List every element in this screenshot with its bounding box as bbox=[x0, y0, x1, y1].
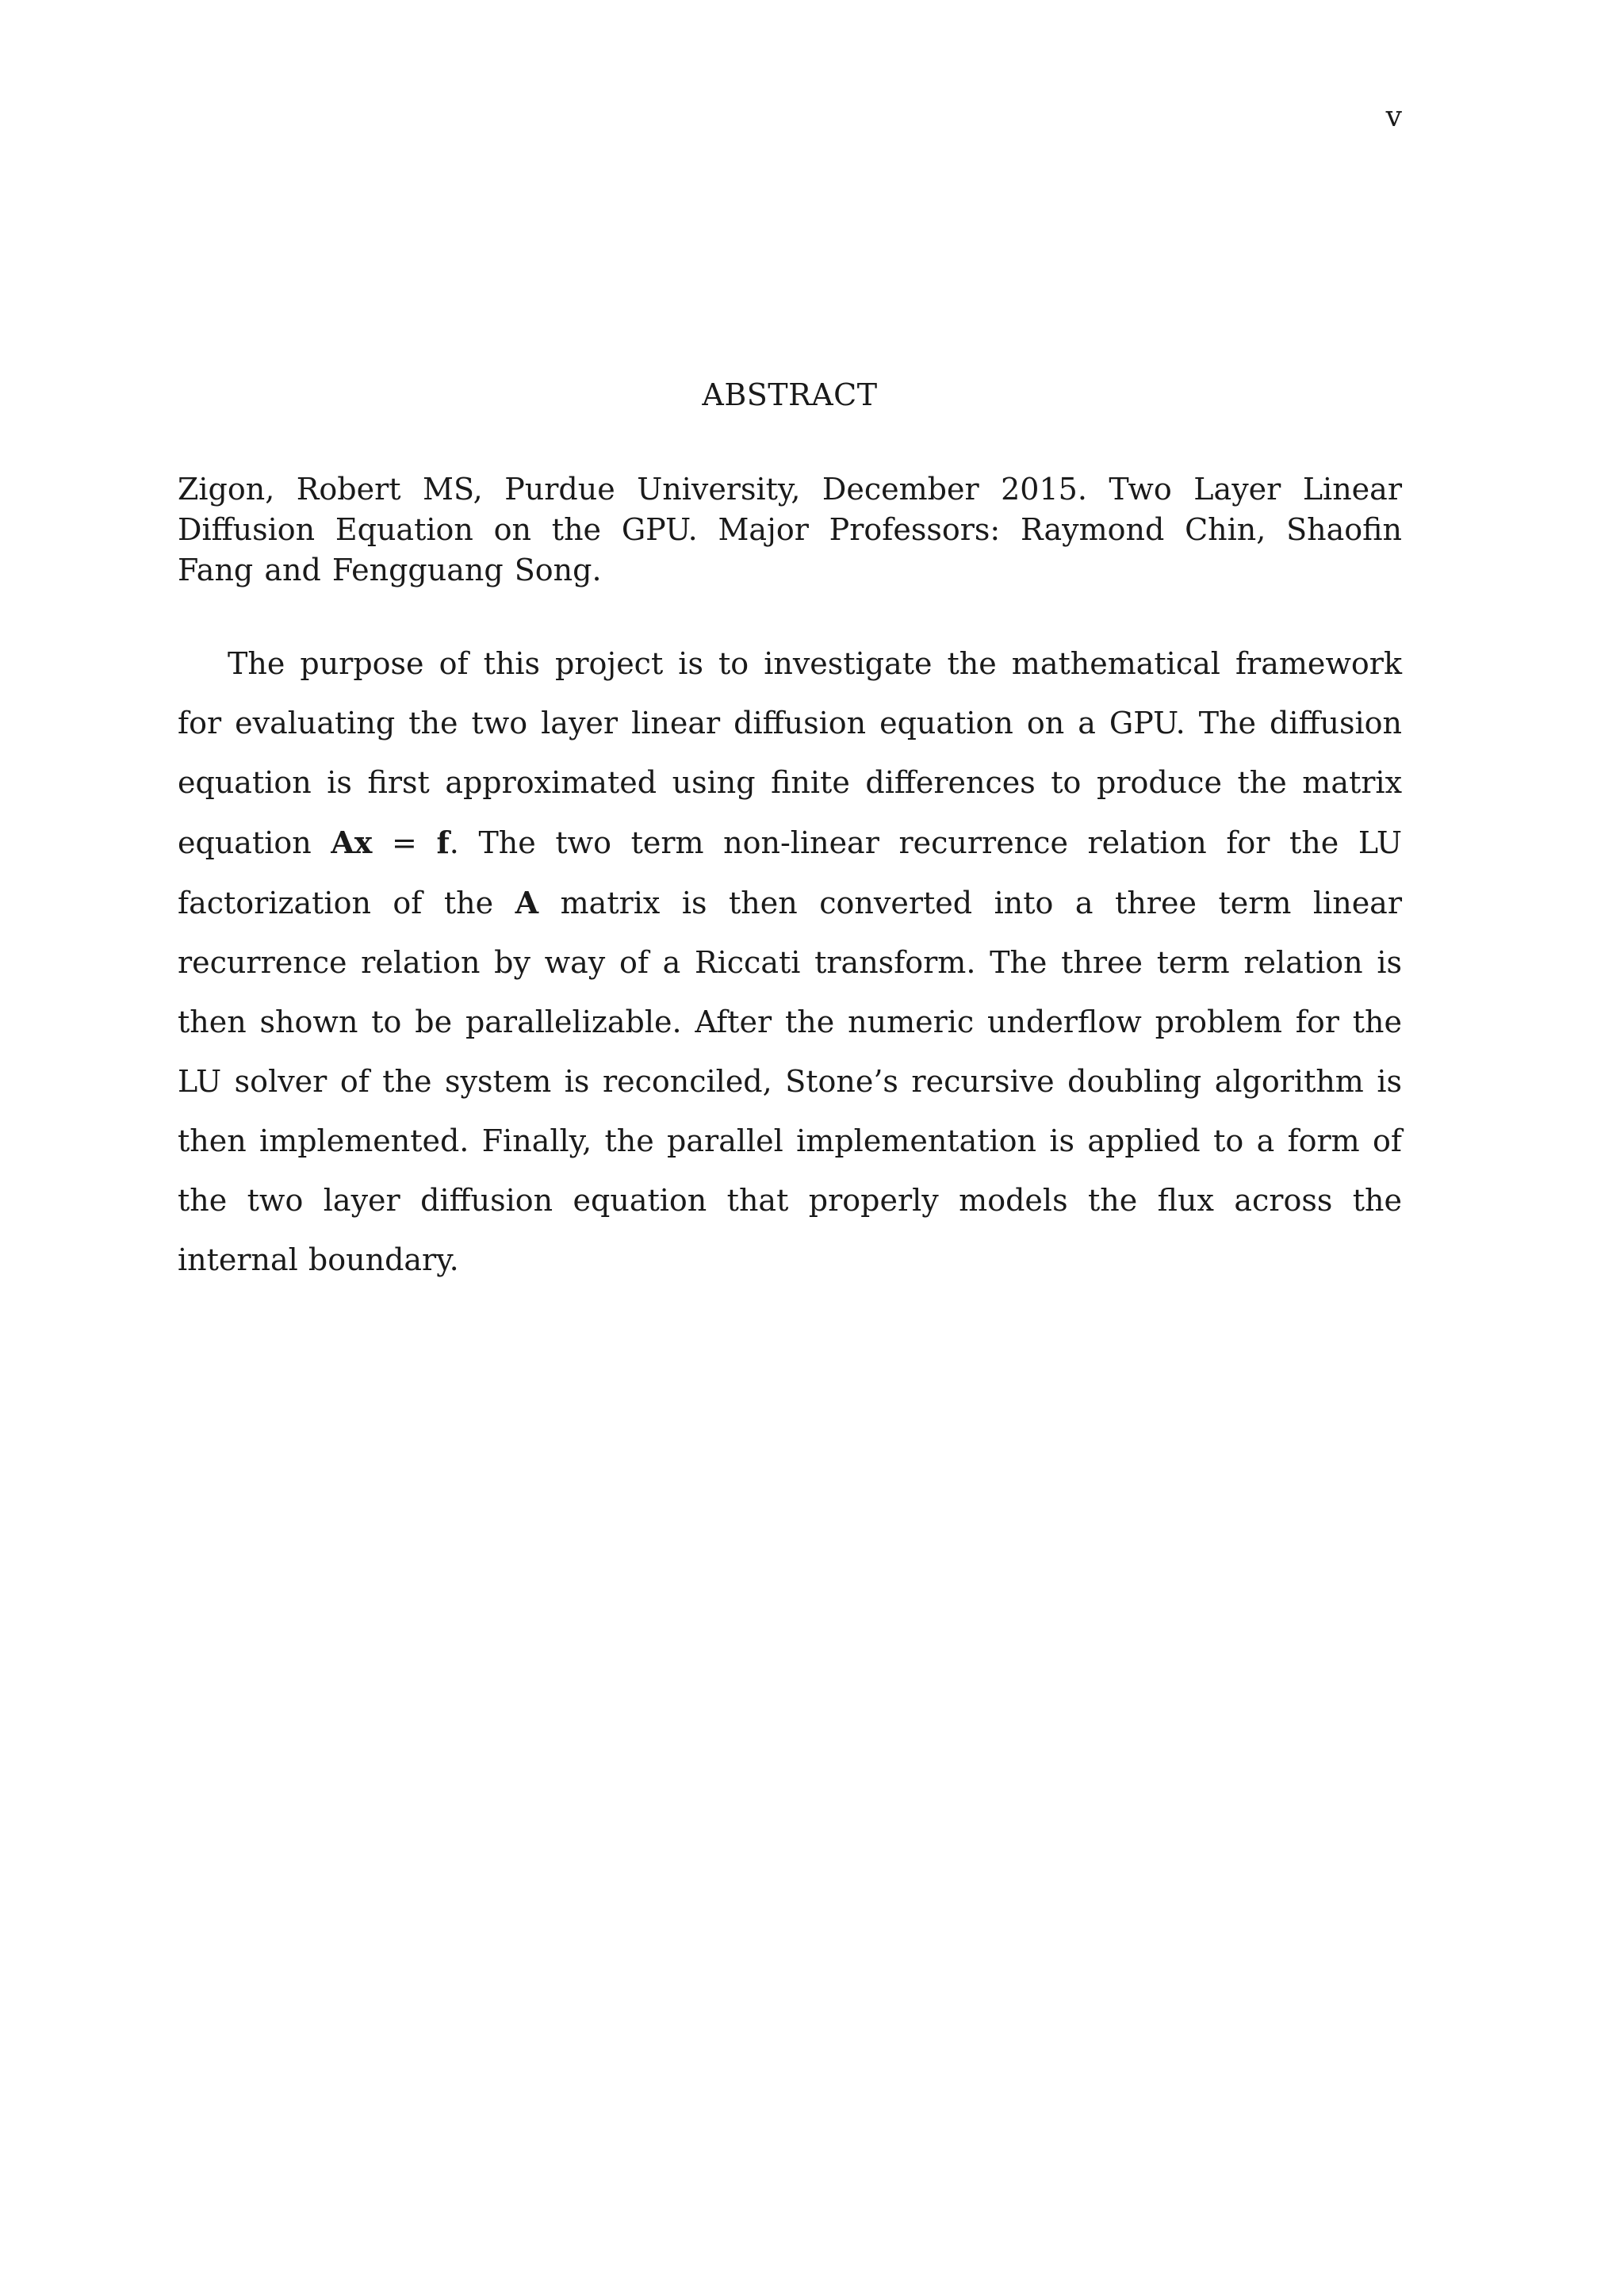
abstract-heading: ABSTRACT bbox=[702, 377, 878, 412]
equation-operator: = bbox=[372, 825, 437, 860]
abstract-body bbox=[178, 634, 1402, 1290]
equation-lhs: Ax bbox=[331, 825, 373, 860]
body-text-part1: The purpose of this project is to investigate the mathematical framework for evaluating the two layer linear diffusion equation on a GPU. The diffusion equation is first approximated using finite differences to produce the matrix equation bbox=[178, 646, 1402, 860]
body-text-part2: . The two term non-linear recurrence relation for the LU factorization of the bbox=[178, 825, 1402, 920]
matrix-symbol: A bbox=[515, 885, 539, 920]
body-text-part3: matrix is then converted into a three term linear recurrence relation by way of a Riccati transform. The three term relation is then shown to be parallelizable. After the numeric underflow problem for the LU solver of the system is reconciled, Stone’s recursive doubling algorithm is then implemented. Finally, the parallel implementation is applied to a form of the two layer diffusion equation that properly models the flux across the internal boundary. bbox=[178, 886, 1402, 1277]
page-number: v bbox=[1385, 101, 1402, 133]
citation-paragraph: Zigon, Robert MS, Purdue University, December 2015. Two Layer Linear Diffusion Equation on the GPU. Major Professors: Raymond Chin, Shaofin Fang and Fengguang Song. bbox=[178, 472, 1402, 587]
equation-rhs: f bbox=[436, 825, 450, 860]
